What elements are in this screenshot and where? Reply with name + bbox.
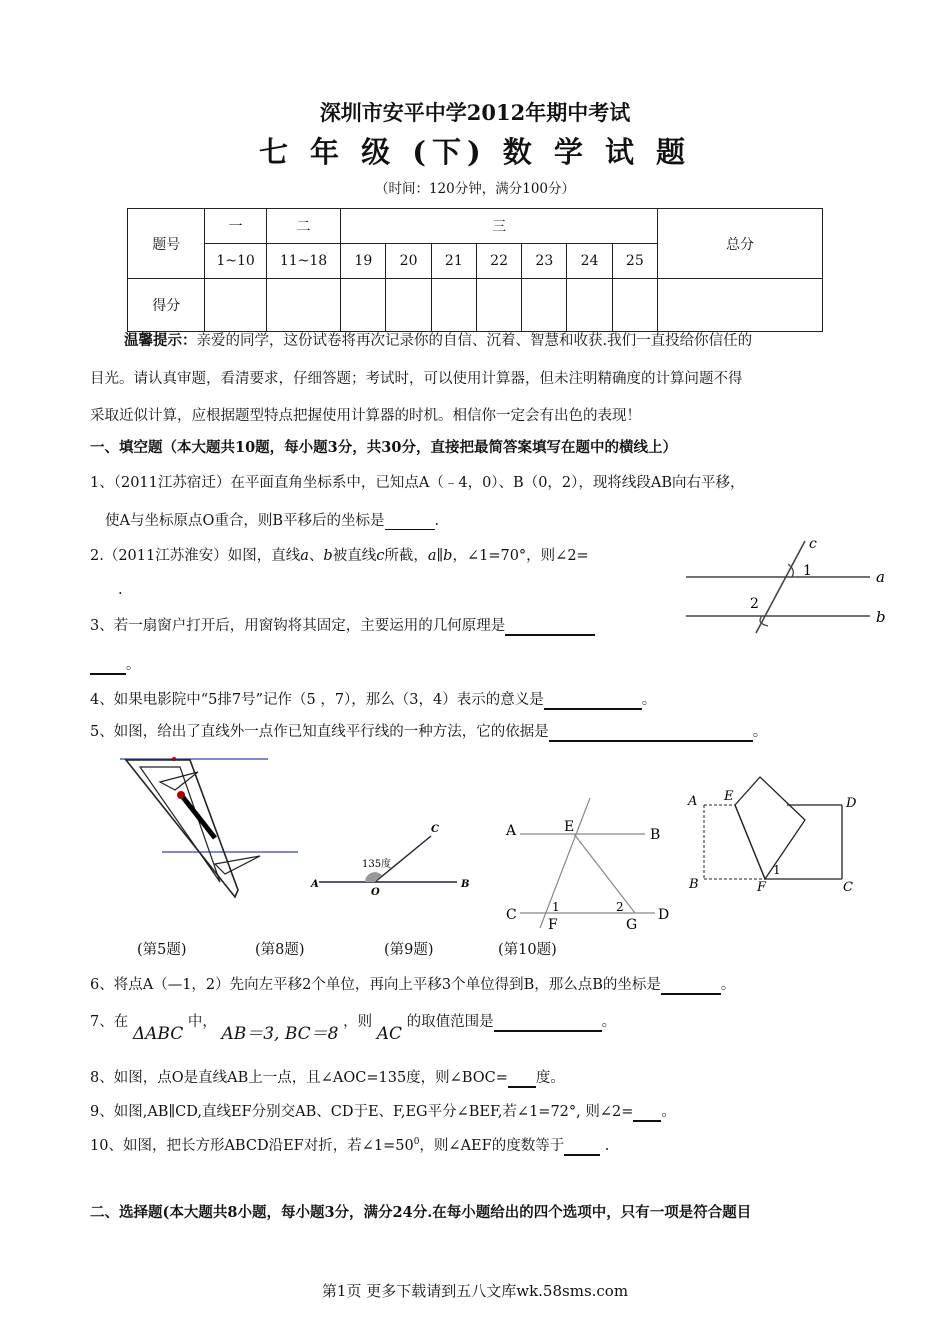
figure-q9-parallel <box>500 793 675 933</box>
caption-q8: (第8题) <box>255 942 305 958</box>
answer-blank <box>494 1014 602 1032</box>
caption-q5: (第5题) <box>137 942 187 958</box>
section-1-header: 一 <box>205 209 266 244</box>
caption-q10: (第10题) <box>498 942 557 958</box>
answer-blank <box>544 692 642 710</box>
range-cell: 24 <box>567 244 612 279</box>
svg-text:A: A <box>311 879 319 890</box>
exam-title: 深圳市安平中学2012年期中考试 <box>319 100 631 125</box>
range-cell: 20 <box>386 244 431 279</box>
svg-text:F: F <box>548 917 558 933</box>
question-2-end: . <box>118 582 123 598</box>
score-cell <box>522 279 567 332</box>
score-cell <box>476 279 521 332</box>
range-cell: 19 <box>341 244 386 279</box>
score-cell <box>431 279 476 332</box>
tip-line-1: 温馨提示：亲爱的同学，这份试卷将再次记录你的自信、沉着、智慧和收获.我们一直投给你信任的 <box>124 332 753 349</box>
section-2-header: 二 <box>266 209 340 244</box>
svg-text:B: B <box>650 827 661 843</box>
time-note: （时间：120分钟，满分100分） <box>374 181 576 197</box>
svg-text:E: E <box>724 789 734 804</box>
row-label-score: 得分 <box>128 279 205 332</box>
svg-text:c: c <box>809 536 817 552</box>
score-table <box>127 208 823 332</box>
svg-text:F: F <box>757 880 767 895</box>
question-4: 4、如果电影院中“5排7号”记作（5 ，7），那么（3，4）表示的意义是 。 <box>90 692 657 708</box>
question-3-end: 。 <box>90 653 141 675</box>
answer-blank <box>549 724 753 742</box>
question-2: 2.（2011江苏淮安）如图，直线a、b被直线c所截，a∥b，∠1=70°，则∠2= <box>90 548 589 564</box>
range-cell: 1~10 <box>205 244 266 279</box>
svg-text:A: A <box>506 823 517 839</box>
figure-q5-set-square <box>120 752 305 907</box>
score-cell <box>266 279 340 332</box>
tip-label: 温馨提示： <box>124 332 197 349</box>
svg-text:2: 2 <box>616 900 624 914</box>
svg-text:E: E <box>564 819 575 835</box>
svg-text:C: C <box>506 907 517 923</box>
svg-text:A: A <box>688 794 698 809</box>
question-10: 10、如图，把长方形ABCD沿EF对折，若$\angle 1=50^0$，则∠AEF的度数等于 . <box>90 1137 610 1154</box>
answer-blank <box>385 513 435 530</box>
svg-text:C: C <box>431 824 439 835</box>
range-cell: 21 <box>431 244 476 279</box>
figure-q2-parallel-lines <box>680 536 895 636</box>
range-cell: 25 <box>612 244 657 279</box>
total-header: 总分 <box>657 209 822 279</box>
svg-text:D: D <box>658 907 670 923</box>
answer-blank <box>505 618 595 636</box>
figure-q8-angle <box>305 815 480 900</box>
svg-text:a: a <box>876 568 885 586</box>
score-cell <box>205 279 266 332</box>
svg-text:B: B <box>689 877 699 892</box>
answer-blank <box>508 1070 536 1088</box>
score-cell <box>612 279 657 332</box>
svg-text:G: G <box>626 917 638 933</box>
exam-subtitle: 七 年 级 (下) 数 学 试 题 <box>258 135 692 169</box>
svg-text:1: 1 <box>773 863 781 877</box>
section-2-heading: 二、选择题(本大题共8小题，每小题3分，满分24分.在每小题给出的四个选项中，只有一项是符合题目 <box>90 1204 752 1221</box>
svg-text:2: 2 <box>750 596 759 612</box>
page-footer: 第1页 更多下载请到五八文库wk.58sms.com <box>321 1282 629 1300</box>
question-3: 3、若一扇窗户打开后，用窗钩将其固定，主要运用的几何原理是 <box>90 614 595 636</box>
svg-text:C: C <box>843 880 853 895</box>
section-1-heading: 一、填空题（本大题共10题，每小题3分，共30分，直接把最简答案填写在题中的横线上） <box>90 439 677 456</box>
svg-text:D: D <box>846 796 857 811</box>
svg-text:b: b <box>876 608 886 626</box>
answer-blank <box>661 977 721 995</box>
score-cell <box>341 279 386 332</box>
tip-line-2: 目光。请认真审题，看清要求，仔细答题；考试时，可以使用计算器，但未注明精确度的计算问题不得 <box>90 371 743 387</box>
answer-blank <box>90 657 126 675</box>
svg-text:B: B <box>461 879 470 890</box>
answer-blank <box>633 1104 661 1122</box>
score-cell <box>386 279 431 332</box>
caption-q9: (第9题) <box>384 942 434 958</box>
svg-text:1: 1 <box>803 563 812 579</box>
question-7: 7、在 ΔABC 中， AB＝3, BC＝8 ，则 AC 的取值范围是 。 <box>90 1014 617 1044</box>
question-1b: 使A与坐标原点O重合，则B平移后的坐标是 . <box>105 513 440 529</box>
range-cell: 22 <box>476 244 521 279</box>
answer-blank <box>564 1138 600 1156</box>
svg-text:135度: 135度 <box>362 859 392 870</box>
question-8: 8、如图，点O是直线AB上一点，且∠AOC=135度，则∠BOC= 度。 <box>90 1070 565 1086</box>
range-cell: 11~18 <box>266 244 340 279</box>
question-5: 5、如图，给出了直线外一点作已知直线平行线的一种方法，它的依据是 。 <box>90 724 768 740</box>
question-6: 6、将点A（—1，2）先向左平移2个单位，再向上平移3个单位得到B，那么点B的坐标是 。 <box>90 977 736 993</box>
score-cell <box>657 279 822 332</box>
question-1a: 1、（2011江苏宿迁）在平面直角坐标系中，已知点A（﹣4，0）、B（0，2），现将线段AB向右平移， <box>90 475 745 491</box>
score-cell <box>567 279 612 332</box>
question-9: 9、如图,AB∥CD,直线EF分别交AB、CD于E、F,EG平分∠BEF,若∠1=72°, 则∠2= 。 <box>90 1104 676 1120</box>
figure-q10-fold <box>685 770 865 895</box>
section-3-header: 三 <box>341 209 658 244</box>
row-label-number: 题号 <box>128 209 205 279</box>
range-cell: 23 <box>522 244 567 279</box>
svg-text:O: O <box>371 887 380 898</box>
tip-line-3: 采取近似计算，应根据题型特点把握使用计算器的时机。相信你一定会有出色的表现！ <box>90 408 641 424</box>
svg-text:1: 1 <box>552 900 560 914</box>
